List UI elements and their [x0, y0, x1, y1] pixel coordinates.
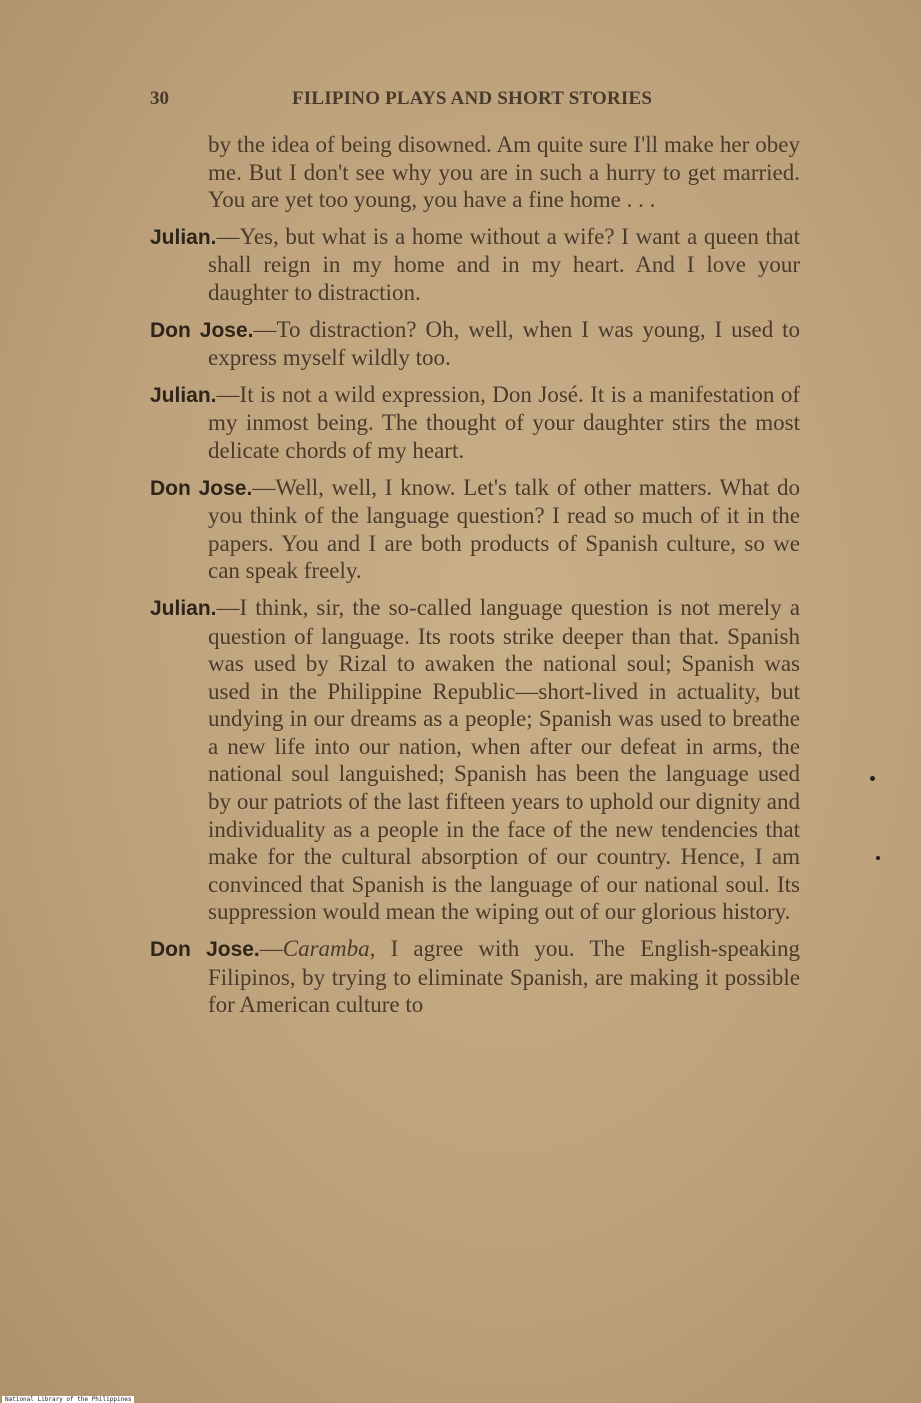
speaker-name: Julian.	[150, 596, 217, 620]
page-number: 30	[150, 88, 169, 109]
dialogue-line: I agree with you. The English-speaking Filipinos, by trying to eliminate Spanish, are making it possible for American culture to	[208, 936, 800, 1018]
speaker-name: Don Jose.	[150, 938, 260, 962]
dialogue-continuation	[150, 131, 800, 214]
dialogue-entry-don-jose	[150, 316, 800, 372]
dialogue-entry-don-jose	[150, 935, 800, 1019]
speaker-name: Don Jose.	[150, 476, 253, 500]
dialogue-line: To distraction? Oh, well, when I was young, I used to express myself wildly too.	[208, 316, 801, 371]
speaker-name: Don Jose.	[150, 318, 254, 342]
ink-speck	[870, 776, 875, 781]
dialogue-line: I think, sir, the so-called language question is not merely a question of language. Its roots strike deeper than that. Spanish was used by Rizal to awaken the national soul; Spanish was used in the Philippine Republic—short-lived in actuality, but undying in our dreams as a people; Spanish was used to breathe a new life into our nation, when after our defeat in arms, the national soul languished; Spanish has been the language used by our patriots of the last fifteen years to uphold our dignity and individuality as a people in the face of the new tendencies that make for the cultural absorption of our country. Hence, I am convinced that Spanish is the language of our national soul. Its suppression would mean the wiping out of our glorious history.	[208, 594, 800, 925]
em-dash: —	[216, 594, 240, 620]
dialogue-entry-julian	[150, 594, 800, 926]
dialogue-line: by the idea of being disowned. Am quite sure I'll make her obey me. But I don't see why you are in such a hurry to get married. You are yet too young, you have a fine home . . .	[208, 132, 800, 213]
em-dash: —	[253, 316, 277, 342]
em-dash: —	[252, 474, 276, 500]
italic-exclamation: Caramba,	[282, 936, 376, 962]
dialogue-line: Yes, but what is a home without a wife? I want a queen that shall reign in my home and in my heart. And I love your daughter to distraction.	[208, 223, 800, 305]
library-credit: National Library of the Philippines	[2, 1396, 134, 1403]
dialogue-text	[150, 131, 800, 1028]
book-title: FILIPINO PLAYS AND SHORT STORIES	[292, 88, 653, 109]
em-dash: —	[216, 223, 240, 249]
speaker-name: Julian.	[150, 383, 217, 407]
speaker-name: Julian.	[150, 225, 217, 249]
em-dash: —	[259, 936, 283, 962]
dialogue-line: Well, well, I know. Let's talk of other matters. What do you think of the language question? I read so much of it in the papers. You and I are both products of Spanish culture, so we can speak freely.	[208, 474, 800, 584]
dialogue-entry-don-jose	[150, 474, 800, 585]
ink-speck	[876, 856, 880, 860]
dialogue-entry-julian	[150, 381, 800, 465]
running-head	[150, 88, 670, 112]
dialogue-line: It is not a wild expression, Don José. It is a manifestation of my inmost being. The thought of your daughter stirs the most delicate chords of my heart.	[208, 381, 800, 463]
dialogue-entry-julian	[150, 223, 800, 307]
em-dash: —	[216, 381, 240, 407]
